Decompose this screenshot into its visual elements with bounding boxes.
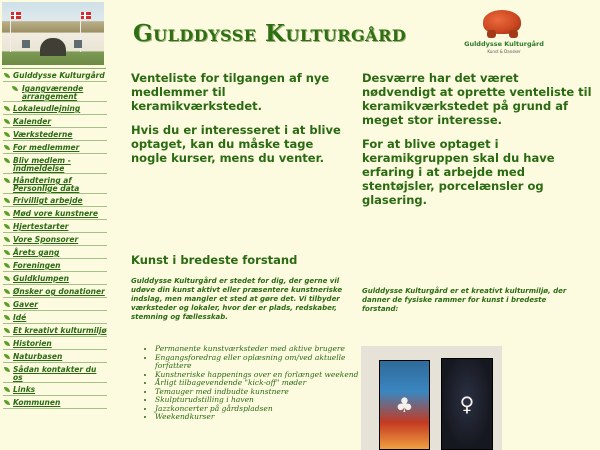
- artwork-photo: [361, 346, 502, 450]
- sidebar-item-label: Guldklumpen: [13, 274, 69, 283]
- sidebar-item-label: Historien: [13, 339, 52, 348]
- sidebar-item[interactable]: [3, 285, 107, 298]
- sidebar-item-label: Kommunen: [13, 398, 61, 407]
- sidebar-item[interactable]: [3, 233, 107, 246]
- leaf-icon: [4, 315, 10, 320]
- sidebar-item[interactable]: [3, 194, 107, 207]
- dancers-figure-icon: ♣: [395, 393, 414, 417]
- leaf-icon: [4, 263, 10, 268]
- painting-dancers: [379, 360, 430, 450]
- leaf-icon: [4, 106, 10, 111]
- waitlist-reason: Desværre har det været nødvendigt at oprette venteliste til keramikværkstedet på grund af meget stor interesse.: [362, 71, 592, 127]
- sidebar-item[interactable]: [3, 69, 107, 82]
- sidebar-item-label: Igangværende arrangement: [22, 84, 84, 101]
- waitlist-heading: Venteliste for tilgangen af nye medlemmer til keramikværkstedet.: [131, 71, 330, 113]
- sidebar-item-label: Bliv medlem - indmeldelse: [13, 156, 71, 173]
- sidebar-item-label: Et kreativt kulturmiljø: [13, 326, 107, 335]
- leaf-icon: [4, 211, 10, 216]
- sidebar-item[interactable]: [3, 174, 107, 194]
- sidebar-item-label: Mød vore kunstnere: [13, 209, 98, 218]
- window: [74, 40, 82, 48]
- leaf-icon: [4, 276, 10, 281]
- list-item: • Skulpturudstilling i haven: [155, 396, 365, 405]
- sidebar-item-label: Hjertestarter: [13, 222, 69, 231]
- right-intro: [362, 71, 592, 217]
- leaf-icon: [4, 387, 10, 392]
- logo-subtext: Kunst & Dansker: [487, 49, 521, 54]
- sidebar-item[interactable]: [3, 115, 107, 128]
- leaf-icon: [4, 328, 10, 333]
- list-item: • Temauger med indbudte kunstnere: [155, 388, 365, 397]
- window: [22, 40, 30, 48]
- leaf-icon: [4, 73, 10, 78]
- list-item: • Jazzkoncerter på gårdspladsen: [155, 405, 365, 414]
- sidebar-item[interactable]: [3, 363, 107, 383]
- list-item: • Permanente kunstværksteder med aktive brugere: [155, 345, 365, 354]
- leaf-icon: [4, 198, 10, 203]
- sidebar-item[interactable]: [3, 82, 107, 102]
- leaf-icon: [4, 237, 10, 242]
- sidebar-item-label: Naturbasen: [13, 352, 63, 361]
- sidebar-item[interactable]: [3, 154, 107, 174]
- danish-flag-icon: [11, 12, 21, 19]
- sidebar-item-label: Gulddysse Kulturgård: [13, 71, 105, 80]
- sidebar-item-label: Vore Sponsorer: [13, 235, 79, 244]
- section-heading: Kunst i bredeste forstand: [131, 253, 298, 267]
- sidebar-item-label: Årets gang: [13, 248, 60, 257]
- leaf-icon: [12, 86, 18, 91]
- left-description: Gulddysse Kulturgård er stedet for dig, der gerne vil udøve din kunst aktivt eller præsentere kunstneriske indslag, men mangler et sted at gøre det. Vi tilbyder værksteder og lokaler, hvor der er plads, redskaber, stemning og fællesskab.: [131, 277, 343, 321]
- courses-note: Hvis du er interesseret i at blive optaget, kan du måske tage nogle kurser, mens du venter.: [131, 123, 341, 165]
- site-logo[interactable]: [461, 4, 547, 62]
- left-intro: [131, 71, 341, 175]
- sidebar-item-label: Lokaleudlejning: [13, 104, 81, 113]
- danish-flag-icon: [81, 12, 91, 19]
- sidebar-item-label: Håndtering af Personlige data: [13, 176, 80, 193]
- requirements-note: For at blive optaget i keramikgruppen skal du have erfaring i at arbejde med stentøjsler, porcelænsler og glasering.: [362, 137, 555, 207]
- sidebar-item-label: For medlemmer: [13, 143, 80, 152]
- farm-gate: [40, 38, 66, 56]
- leaf-icon: [4, 119, 10, 124]
- sidebar-item-label: Frivilligt arbejde: [13, 196, 83, 205]
- sidebar-item[interactable]: [3, 396, 107, 409]
- dolmen-leg: [487, 30, 496, 38]
- list-item: • Kunstneriske happenings over en forlænget weekend: [155, 371, 365, 380]
- sidebar-item[interactable]: [3, 102, 107, 115]
- leaf-icon: [4, 250, 10, 255]
- sidebar-item[interactable]: [3, 141, 107, 154]
- list-item: • Engangsforedrag eller oplæsning om/ved aktuelle forfattere: [155, 354, 365, 371]
- sidebar-item-label: Ønsker og donationer: [13, 287, 105, 296]
- sidebar-item-label: Links: [13, 385, 36, 394]
- logo-text: Gulddysse Kulturgård: [464, 40, 544, 48]
- sidebar-item[interactable]: [3, 298, 107, 311]
- sidebar-item-label: Sådan kontakter du os: [13, 365, 97, 382]
- dolmen-leg: [509, 30, 518, 38]
- leaf-icon: [4, 341, 10, 346]
- sidebar-item[interactable]: [3, 128, 107, 141]
- leaf-icon: [4, 178, 10, 183]
- ballerina-figure-icon: ♀: [459, 392, 475, 416]
- sidebar-nav: [3, 69, 107, 409]
- sidebar-item[interactable]: [3, 311, 107, 324]
- sidebar-item[interactable]: [3, 207, 107, 220]
- sidebar-item[interactable]: [3, 383, 107, 396]
- painting-ballerina: [441, 358, 493, 450]
- sidebar-item-label: Kalender: [13, 117, 52, 126]
- sidebar-item[interactable]: [3, 324, 107, 337]
- header-farm-photo: [2, 2, 104, 65]
- activities-list: [141, 345, 365, 422]
- sidebar-item[interactable]: [3, 337, 107, 350]
- leaf-icon: [4, 158, 10, 163]
- site-title: Gulddysse Kulturgård: [133, 20, 407, 47]
- leaf-icon: [4, 302, 10, 307]
- sidebar-item[interactable]: [3, 350, 107, 363]
- sidebar-item[interactable]: [3, 259, 107, 272]
- sidebar-item-label: Værkstederne: [13, 130, 73, 139]
- sidebar-item[interactable]: [3, 272, 107, 285]
- leaf-icon: [4, 224, 10, 229]
- leaf-icon: [4, 289, 10, 294]
- leaf-icon: [4, 145, 10, 150]
- sidebar-item[interactable]: [3, 220, 107, 233]
- leaf-icon: [4, 132, 10, 137]
- sidebar-item[interactable]: [3, 246, 107, 259]
- sidebar-item-label: Foreningen: [13, 261, 61, 270]
- right-description: Gulddysse Kulturgård er et kreativt kulturmiljø, der danner de fysiske rammer for kunst i bredeste forstand:: [362, 287, 567, 313]
- sidebar-item-label: Idé: [13, 313, 27, 322]
- leaf-icon: [4, 354, 10, 359]
- list-item: • Weekendkurser: [155, 413, 365, 422]
- leaf-icon: [4, 367, 10, 372]
- list-item: • Årligt tilbagevendende "kick-off" møder: [155, 379, 365, 388]
- leaf-icon: [4, 400, 10, 405]
- sidebar-item-label: Gaver: [13, 300, 38, 309]
